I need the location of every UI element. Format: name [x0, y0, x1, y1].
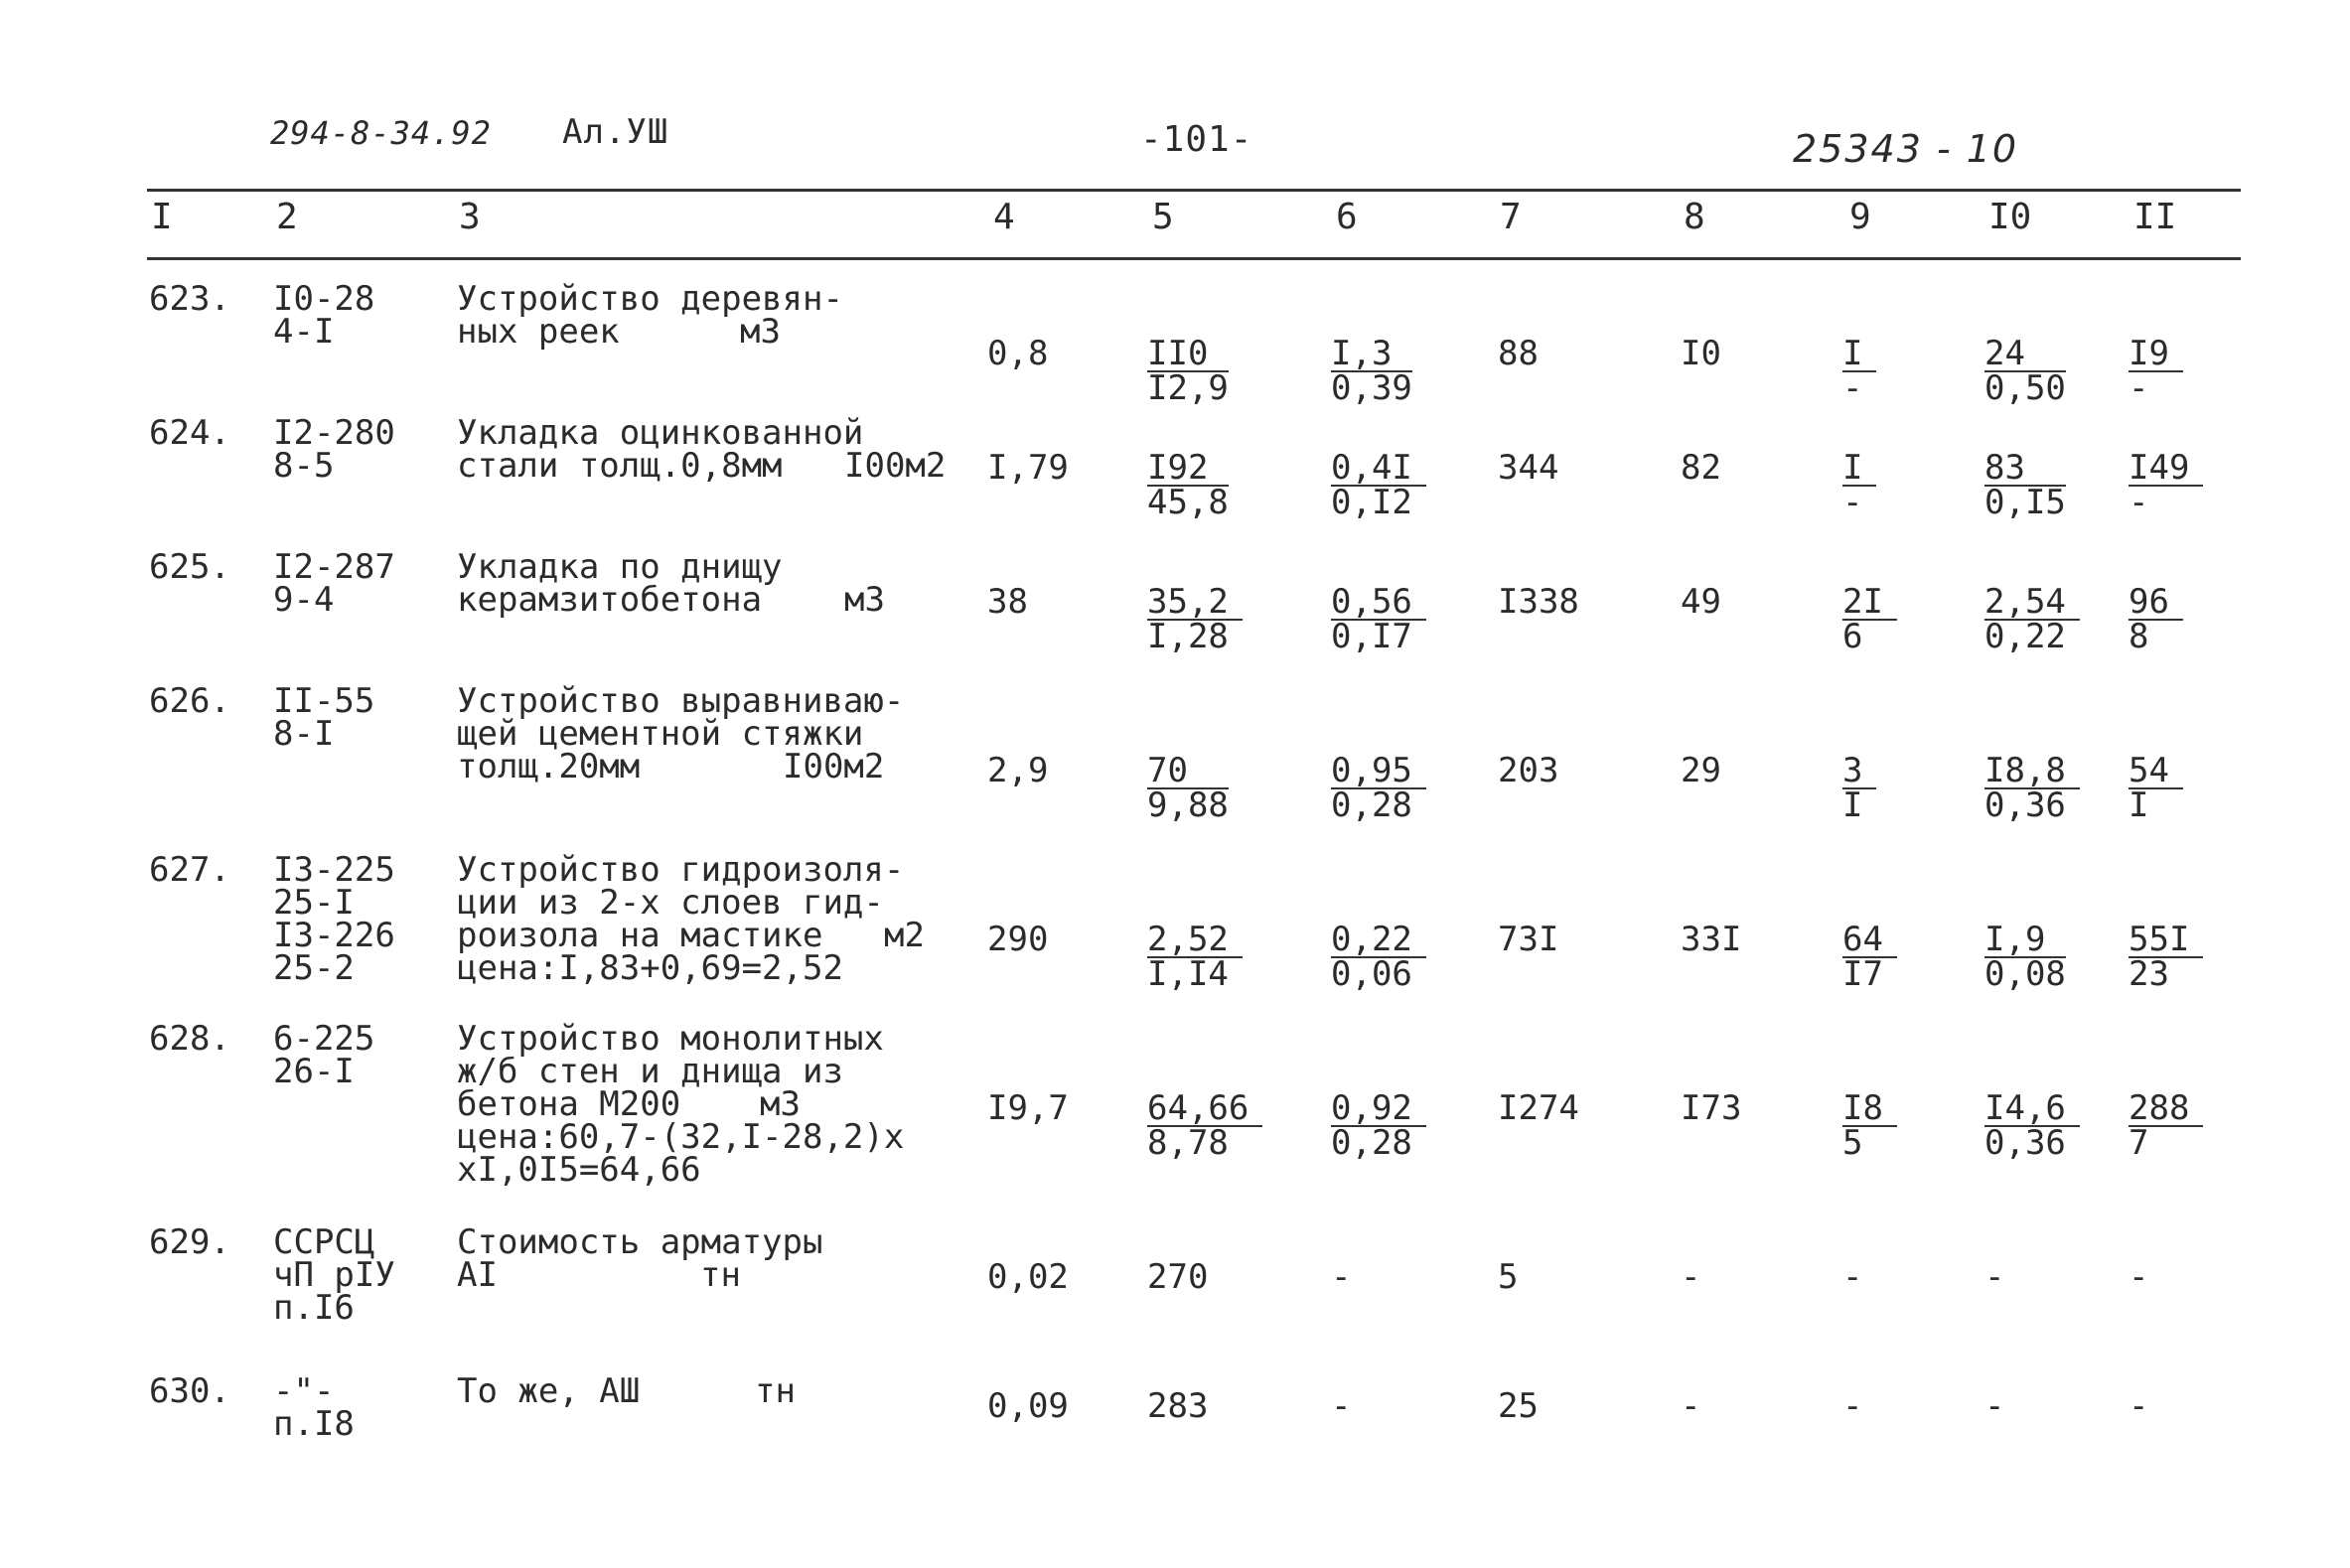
fraction-value [1842, 920, 1897, 994]
numerator: 24 [1984, 338, 2066, 372]
cell-value: I73 [1681, 1088, 1742, 1128]
denominator: 0,I7 [1331, 617, 1412, 656]
dash-value: - [1331, 1386, 1352, 1426]
fraction-value [1331, 920, 1426, 994]
denominator: 0,22 [1984, 617, 2066, 656]
numerator: 0,4I [1331, 452, 1426, 487]
table-header-rule [147, 257, 2241, 260]
dash-value: - [1681, 1386, 1701, 1426]
quantity-value: 290 [987, 920, 1049, 959]
dash-value: - [1984, 1257, 2005, 1297]
norm-code: I0-28 4-I [273, 279, 375, 352]
fraction-value [1331, 448, 1426, 522]
quantity-value: 0,02 [987, 1257, 1069, 1297]
column-header: 2 [276, 197, 298, 237]
fraction-value [1331, 1088, 1426, 1163]
dash-value: - [1681, 1257, 1701, 1297]
table-top-rule [147, 189, 2241, 192]
numerator: I [1842, 338, 1876, 372]
column-header: II [2133, 197, 2177, 237]
cell-value: 33I [1681, 920, 1742, 959]
unit-of-measure: I00м2 [783, 747, 885, 786]
numerator: 55I [2129, 924, 2203, 958]
norm-code: II-55 8-I [273, 681, 375, 754]
denominator: 0,28 [1331, 785, 1412, 825]
fraction-value [2129, 920, 2203, 994]
denominator: 0,06 [1331, 954, 1412, 994]
denominator: I,28 [1147, 617, 1229, 656]
cell-value: 88 [1498, 334, 1539, 373]
cell-value: 283 [1147, 1386, 1209, 1426]
column-header: 6 [1336, 197, 1358, 237]
cell-value: 49 [1681, 582, 1721, 622]
denominator: 7 [2129, 1123, 2149, 1163]
column-header: 3 [459, 197, 481, 237]
column-header: 5 [1152, 197, 1174, 237]
unit-of-measure: I00м2 [844, 446, 947, 486]
denominator: 9,88 [1147, 785, 1229, 825]
denominator: 0,39 [1331, 368, 1412, 408]
cell-value: 73I [1498, 920, 1559, 959]
unit-of-measure: тн [755, 1371, 796, 1411]
quantity-value: 38 [987, 582, 1028, 622]
norm-code: ССРСЦ чП рIУ п.I6 [273, 1222, 395, 1328]
denominator: I7 [1842, 954, 1883, 994]
fraction-value [1842, 582, 1897, 656]
work-description: Устройство выравниваю- щей цементной стяжки толщ.20мм [457, 681, 905, 786]
denominator: I [1842, 785, 1863, 825]
numerator: 2,52 [1147, 924, 1243, 958]
work-description: Укладка по днищу керамзитобетона [457, 547, 783, 620]
denominator: 0,28 [1331, 1123, 1412, 1163]
fraction-value [1147, 448, 1229, 522]
denominator: 0,I5 [1984, 483, 2066, 522]
dash-value: - [1842, 1386, 1863, 1426]
numerator: 2,54 [1984, 586, 2080, 621]
norm-code: I2-287 9-4 [273, 547, 395, 620]
fraction-value [1984, 751, 2080, 825]
cell-value: I338 [1498, 582, 1579, 622]
numerator: 0,56 [1331, 586, 1426, 621]
denominator: 0,50 [1984, 368, 2066, 408]
row-number: 630. [149, 1371, 230, 1411]
fraction-value [2129, 448, 2203, 522]
numerator: 288 [2129, 1092, 2203, 1127]
numerator: I [1842, 452, 1876, 487]
numerator: 2I [1842, 586, 1897, 621]
work-description: Стоимость арматуры AI [457, 1222, 823, 1295]
denominator: 5 [1842, 1123, 1863, 1163]
norm-code: 6-225 26-I [273, 1019, 375, 1091]
project-code: 294-8-34.92 [270, 114, 492, 152]
numerator: 70 [1147, 755, 1229, 789]
fraction-value [1984, 582, 2080, 656]
numerator: I,9 [1984, 924, 2066, 958]
fraction-value [1331, 751, 1426, 825]
fraction-value [1984, 1088, 2080, 1163]
cell-value: 270 [1147, 1257, 1209, 1297]
page-number: -101- [1140, 119, 1253, 160]
cell-value: I274 [1498, 1088, 1579, 1128]
numerator: 3 [1842, 755, 1876, 789]
work-description: Устройство деревян- ных реек [457, 279, 843, 352]
numerator: 0,92 [1331, 1092, 1426, 1127]
numerator: 54 [2129, 755, 2183, 789]
numerator: I8,8 [1984, 755, 2080, 789]
numerator: 83 [1984, 452, 2066, 487]
denominator: - [1842, 483, 1863, 522]
numerator: 64,66 [1147, 1092, 1262, 1127]
unit-of-measure: тн [700, 1255, 741, 1295]
quantity-value: 2,9 [987, 751, 1049, 790]
column-header: 9 [1849, 197, 1871, 237]
cell-value: 29 [1681, 751, 1721, 790]
work-description: То же, АШ [457, 1371, 641, 1411]
denominator: 0,36 [1984, 1123, 2066, 1163]
column-header: 7 [1500, 197, 1522, 237]
numerator: II0 [1147, 338, 1229, 372]
row-number: 625. [149, 547, 230, 587]
cell-value: 5 [1498, 1257, 1519, 1297]
numerator: I9 [2129, 338, 2183, 372]
cell-value: 82 [1681, 448, 1721, 488]
dash-value: - [1842, 1257, 1863, 1297]
quantity-value: I,79 [987, 448, 1069, 488]
row-number: 629. [149, 1222, 230, 1262]
fraction-value [1842, 448, 1876, 522]
numerator: I92 [1147, 452, 1229, 487]
document-number: 25343 - 10 [1793, 127, 2019, 171]
fraction-value [1147, 334, 1229, 408]
dash-value: - [1331, 1257, 1352, 1297]
column-header: I0 [1988, 197, 2032, 237]
numerator: 0,22 [1331, 924, 1426, 958]
column-header: 4 [993, 197, 1015, 237]
numerator: 96 [2129, 586, 2183, 621]
dash-value: - [2129, 1257, 2149, 1297]
denominator: 0,I2 [1331, 483, 1412, 522]
denominator: 0,36 [1984, 785, 2066, 825]
numerator: 0,95 [1331, 755, 1426, 789]
denominator: I2,9 [1147, 368, 1229, 408]
numerator: I4,6 [1984, 1092, 2080, 1127]
fraction-value [1842, 751, 1876, 825]
column-header: I [151, 197, 173, 237]
fraction-value [1984, 334, 2066, 408]
denominator: 8 [2129, 617, 2149, 656]
fraction-value [1147, 582, 1243, 656]
fraction-value [1331, 582, 1426, 656]
denominator: 23 [2129, 954, 2169, 994]
row-number: 627. [149, 850, 230, 890]
denominator: I,I4 [1147, 954, 1229, 994]
fraction-value [1984, 920, 2066, 994]
row-number: 623. [149, 279, 230, 319]
denominator: 6 [1842, 617, 1863, 656]
cell-value: I0 [1681, 334, 1721, 373]
fraction-value [1331, 334, 1412, 408]
denominator: I [2129, 785, 2149, 825]
fraction-value [2129, 751, 2183, 825]
denominator: - [2129, 483, 2149, 522]
fraction-value [2129, 1088, 2203, 1163]
fraction-value [1984, 448, 2066, 522]
row-number: 624. [149, 413, 230, 453]
fraction-value [2129, 334, 2183, 408]
work-description: Укладка оцинкованной стали толщ.0,8мм [457, 413, 864, 486]
norm-code: I2-280 8-5 [273, 413, 395, 486]
denominator: - [1842, 368, 1863, 408]
album-label: Ал.УШ [562, 112, 669, 152]
quantity-value: I9,7 [987, 1088, 1069, 1128]
fraction-value [1147, 1088, 1262, 1163]
work-description: Устройство гидроизоля- ции из 2-х слоев гид- роизола на мастике цена:I,83+0,69=2,52 [457, 850, 905, 988]
row-number: 626. [149, 681, 230, 721]
row-number: 628. [149, 1019, 230, 1059]
cell-value: 203 [1498, 751, 1559, 790]
numerator: I8 [1842, 1092, 1897, 1127]
numerator: I,3 [1331, 338, 1412, 372]
unit-of-measure: м3 [844, 580, 885, 620]
unit-of-measure: м3 [760, 1084, 801, 1124]
column-header: 8 [1684, 197, 1705, 237]
cell-value: 25 [1498, 1386, 1539, 1426]
quantity-value: 0,09 [987, 1386, 1069, 1426]
numerator: 64 [1842, 924, 1897, 958]
unit-of-measure: м3 [740, 312, 781, 352]
fraction-value [2129, 582, 2183, 656]
norm-code: -"- п.I8 [273, 1371, 355, 1444]
numerator: I49 [2129, 452, 2203, 487]
fraction-value [1147, 751, 1229, 825]
fraction-value [1842, 334, 1876, 408]
norm-code: I3-225 25-I I3-226 25-2 [273, 850, 395, 988]
work-description: Устройство монолитных ж/б стен и днища из бетона М200 цена:60,7-(32,I-28,2)х хI,0I5=64,66 [457, 1019, 905, 1190]
dash-value: - [2129, 1386, 2149, 1426]
denominator: 0,08 [1984, 954, 2066, 994]
denominator: 8,78 [1147, 1123, 1229, 1163]
cell-value: 344 [1498, 448, 1559, 488]
fraction-value [1842, 1088, 1897, 1163]
dash-value: - [1984, 1386, 2005, 1426]
quantity-value: 0,8 [987, 334, 1049, 373]
fraction-value [1147, 920, 1243, 994]
denominator: - [2129, 368, 2149, 408]
denominator: 45,8 [1147, 483, 1229, 522]
unit-of-measure: м2 [884, 916, 925, 955]
numerator: 35,2 [1147, 586, 1243, 621]
